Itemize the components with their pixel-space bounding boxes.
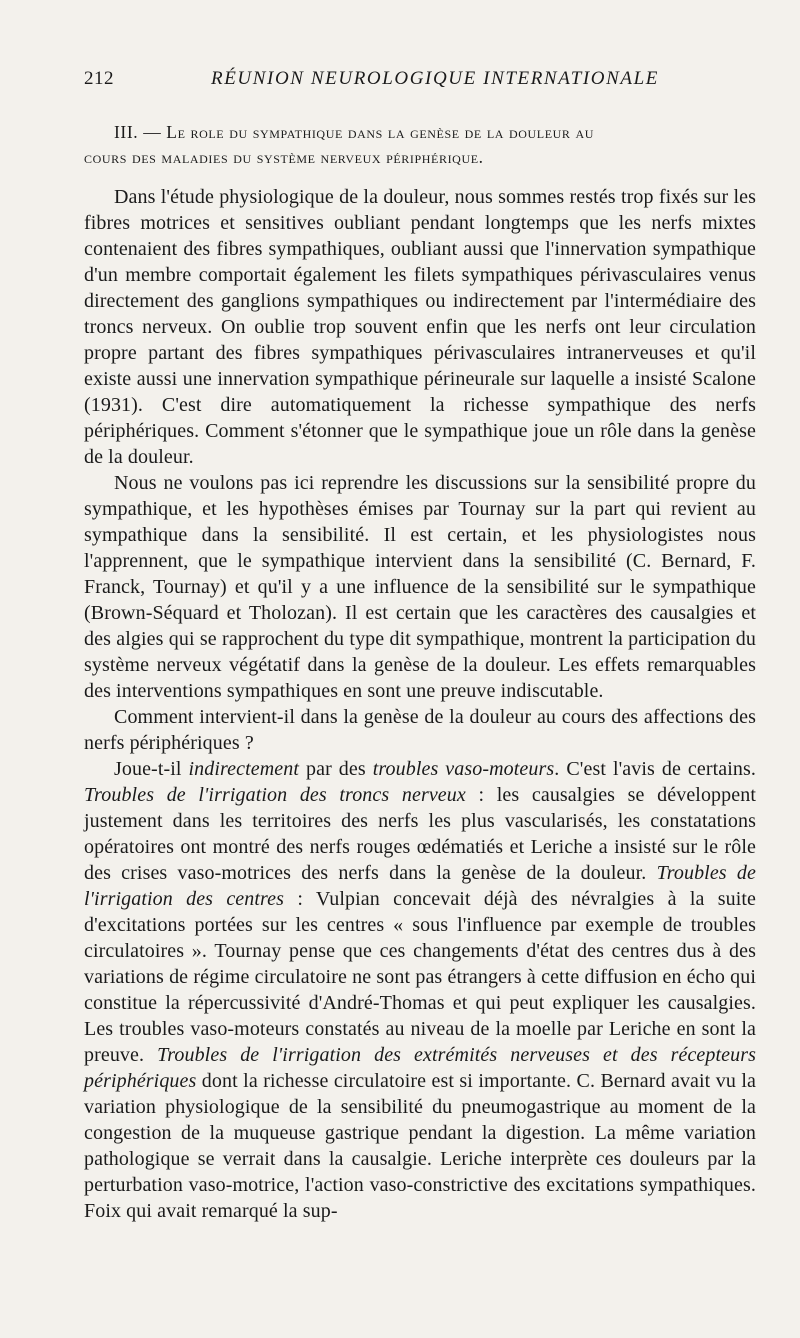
text-run: par des bbox=[299, 758, 373, 780]
paragraph-3: Comment intervient-il dans la genèse de la douleur au cours des affections des nerfs périphériques ? bbox=[84, 706, 756, 754]
italic-run: Troubles de l'irrigation des extrémités nerveuses et des récepteurs périphériques bbox=[84, 1044, 756, 1092]
journal-title: RÉUNION NEUROLOGIQUE INTERNATIONALE bbox=[211, 68, 659, 89]
text-run: : Vulpian concevait déjà des névralgies à la suite d'excitations portées sur les centres « sous l'influence par exemple de troubles circulatoires ». Tournay pense que ces changements d'état des centres dus à des variations de régime circulatoire ne sont pas étrangers à cette diffusion en écho qui constitue la répercussivité d'André-Thomas et qui peut expliquer les causalgies. Les troubles vaso-moteurs constatés au niveau de la moelle par Leriche en sont la preuve. bbox=[84, 888, 756, 1066]
paragraph-2: Nous ne voulons pas ici reprendre les discussions sur la sensibilité propre du sympathique, et les hypothèses émises par Tournay sur la part qui revient au sympathique dans la sensibilité. Il est certain, et les physiologistes nous l'apprennent, que le sympathique intervient dans la sensibilité (C. Bernard, F. Franck, Tournay) et qu'il y a une influence de la sensibilité sur le sympathique (Brown-Séquard et Tholozan). Il est certain que les caractères des causalgies et des algies qui se rapprochent du type dit sympathique, montrent la participation du système nerveux végétatif dans la genèse de la douleur. Les effets remarquables des interventions sympathiques en sont une preuve indiscutable. bbox=[84, 472, 756, 702]
italic-run: indirectement bbox=[188, 758, 300, 780]
body-text bbox=[84, 184, 756, 1224]
paragraph-1: Dans l'étude physiologique de la douleur, nous sommes restés trop fixés sur les fibres motrices et sensitives oubliant pendant longtemps que les nerfs mixtes contenaient des fibres sympathiques, oubliant aussi que l'innervation sympathique d'un membre comportait également les filets sympathiques périvasculaires venus directement des ganglions sympathiques ou indirectement par l'intermédiaire des troncs nerveux. On oublie trop souvent enfin que les nerfs ont leur circulation propre partant des fibres sympathiques périvasculaires intranerveuses et qu'il existe aussi une innervation sympathique périneurale sur laquelle a insisté Scalone (1931). C'est dire automatiquement la richesse sympathique des nerfs périphériques. Comment s'étonner que le sympathique joue un rôle dans la genèse de la douleur. bbox=[84, 186, 756, 468]
text-run: : les causalgies se développent justement dans les territoires des nerfs les plus vascularisés, les constatations opératoires ont montré des nerfs rouges œdématiés et Leriche a insisté sur le rôle des crises vaso-motrices des nerfs dans la genèse de la douleur. bbox=[84, 784, 756, 884]
text-run: dont la richesse circulatoire est si importante. C. Bernard avait vu la variation physiologique de la sensibilité du pneumogastrique au moment de la congestion de la muqueuse gastrique pendant la digestion. La même variation pathologique se verrait dans la causalgie. Leriche interprète ces douleurs par la perturbation vaso-motrice, l'action vaso-constrictive des excitations sympathiques. Foix qui avait remarqué la sup- bbox=[84, 1070, 756, 1222]
text-run: . C'est l'avis de certains. bbox=[554, 758, 756, 780]
section-heading bbox=[84, 120, 756, 170]
section-heading-line-1: III. — Le role du sympathique dans la genèse de la douleur au bbox=[114, 122, 595, 142]
italic-run: Troubles de l'irrigation des troncs nerveux bbox=[84, 784, 466, 806]
book-page bbox=[84, 68, 756, 1318]
paragraph-4 bbox=[84, 756, 756, 1224]
italic-run: troubles vaso-moteurs bbox=[372, 758, 555, 780]
section-heading-line-2: cours des maladies du système nerveux périphérique. bbox=[84, 147, 484, 167]
running-head bbox=[84, 68, 756, 108]
page-number: 212 bbox=[84, 68, 114, 89]
text-run: Joue-t-il bbox=[114, 758, 189, 780]
italic-run: Troubles de l'irrigation des centres bbox=[84, 862, 756, 910]
